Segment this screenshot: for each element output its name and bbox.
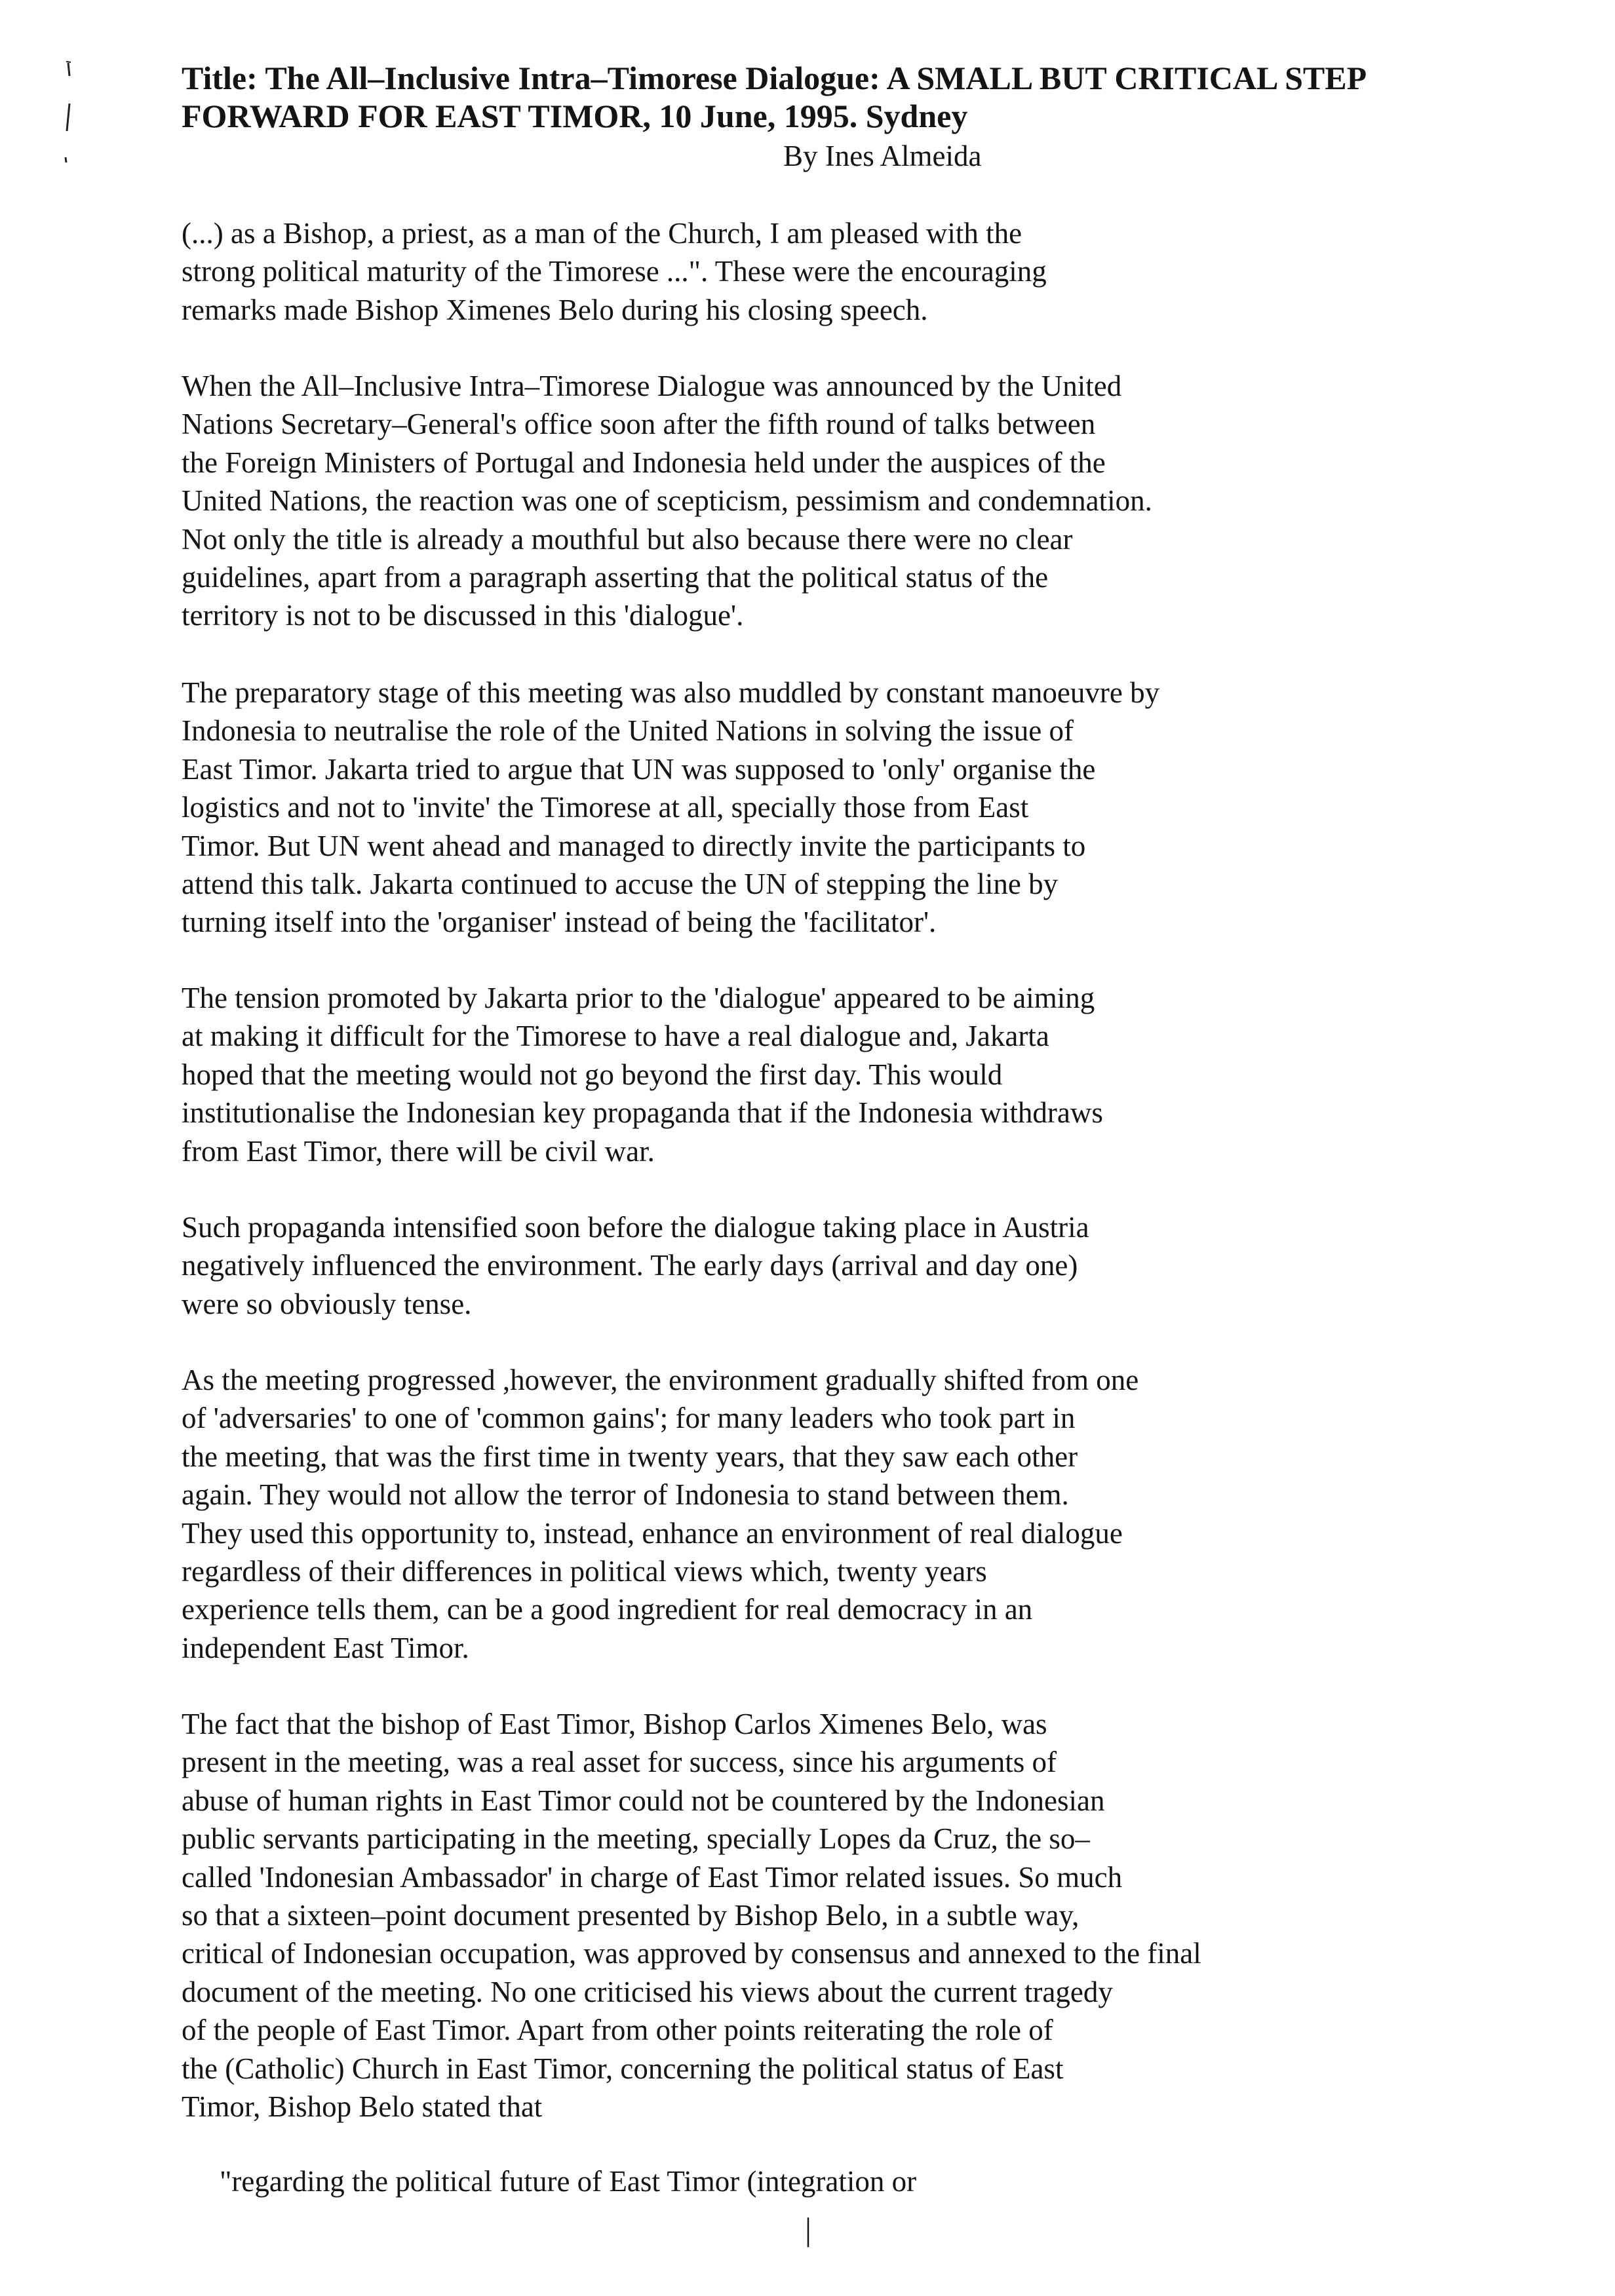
- paragraph-4: [182, 979, 1447, 1170]
- paragraph-3: [182, 674, 1447, 942]
- text-line: again. They would not allow the terror of Indonesia to stand between them.: [182, 1478, 1069, 1512]
- text-line: remarks made Bishop Ximenes Belo during his closing speech.: [182, 293, 928, 326]
- block-quote-start: [220, 2162, 1485, 2200]
- text-line: at making it difficult for the Timorese to have a real dialogue and, Jakarta: [182, 1020, 1049, 1053]
- margin-scribble-marks: [60, 58, 80, 176]
- text-line: strong political maturity of the Timorese ...". These were the encouraging: [182, 255, 1047, 288]
- text-line: independent East Timor.: [182, 1631, 469, 1664]
- text-line: The tension promoted by Jakarta prior to the 'dialogue' appeared to be aiming: [182, 982, 1095, 1014]
- text-line: They used this opportunity to, instead, enhance an environment of real dialogue: [182, 1516, 1123, 1550]
- document-title: [182, 59, 1492, 135]
- title-line-1: Title: The All–Inclusive Intra–Timorese Dialogue: A SMALL BUT CRITICAL STEP: [182, 60, 1367, 96]
- title-line-2: FORWARD FOR EAST TIMOR, 10 June, 1995. Sydney: [182, 98, 968, 134]
- text-line: experience tells them, can be a good ingredient for real democracy in an: [182, 1593, 1033, 1626]
- author-byline: By Ines Almeida: [783, 140, 982, 172]
- text-line: the meeting, that was the first time in twenty years, that they saw each other: [182, 1440, 1078, 1473]
- text-line: from East Timor, there will be civil war.: [182, 1134, 655, 1168]
- text-line: United Nations, the reaction was one of scepticism, pessimism and condemnation.: [182, 484, 1152, 518]
- text-line: Nations Secretary–General's office soon after the fifth round of talks between: [182, 408, 1096, 441]
- text-line: negatively influenced the environment. The early days (arrival and day one): [182, 1249, 1078, 1282]
- text-line: Indonesia to neutralise the role of the United Nations in solving the issue of: [182, 714, 1074, 748]
- paragraph-6: [182, 1361, 1447, 1667]
- text-line: territory is not to be discussed in this 'dialogue'.: [182, 599, 744, 632]
- text-line: attend this talk. Jakarta continued to accuse the UN of stepping the line by: [182, 868, 1059, 901]
- paragraph-5: [182, 1208, 1447, 1323]
- page-number: |: [805, 2211, 812, 2248]
- text-line: Such propaganda intensified soon before the dialogue taking place in Austria: [182, 1211, 1089, 1244]
- text-line: the (Catholic) Church in East Timor, concerning the political status of East: [182, 2052, 1064, 2085]
- text-line: document of the meeting. No one criticised his views about the current tragedy: [182, 1975, 1113, 2008]
- text-line: were so obviously tense.: [182, 1287, 472, 1320]
- text-line: The fact that the bishop of East Timor, Bishop Carlos Ximenes Belo, was: [182, 1708, 1047, 1740]
- text-line: The preparatory stage of this meeting was also muddled by constant manoeuvre by: [182, 676, 1160, 709]
- text-line: turning itself into the 'organiser' instead of being the 'facilitator'.: [182, 906, 937, 939]
- paragraph-2: [182, 367, 1447, 635]
- text-line: As the meeting progressed ,however, the environment gradually shifted from one: [182, 1364, 1139, 1396]
- text-line: institutionalise the Indonesian key propaganda that if the Indonesia withdraws: [182, 1096, 1103, 1130]
- text-line: called 'Indonesian Ambassador' in charge of East Timor related issues. So much: [182, 1860, 1123, 1894]
- text-line: hoped that the meeting would not go beyond the first day. This would: [182, 1058, 1003, 1091]
- text-line: logistics and not to 'invite' the Timorese at all, specially those from East: [182, 791, 1029, 824]
- text-line: Timor, Bishop Belo stated that: [182, 2090, 543, 2124]
- text-line: abuse of human rights in East Timor could not be countered by the Indonesian: [182, 1784, 1105, 1817]
- text-line: (...) as a Bishop, a priest, as a man of the Church, I am pleased with the: [182, 217, 1022, 250]
- text-line: of 'adversaries' to one of 'common gains'; for many leaders who took part in: [182, 1402, 1076, 1435]
- text-line: public servants participating in the meeting, specially Lopes da Cruz, the so–: [182, 1822, 1090, 1856]
- text-line: East Timor. Jakarta tried to argue that UN was supposed to 'only' organise the: [182, 752, 1096, 786]
- text-line: the Foreign Ministers of Portugal and Indonesia held under the auspices of the: [182, 446, 1106, 479]
- text-line: regardless of their differences in political views which, twenty years: [182, 1555, 987, 1588]
- paragraph-7: [182, 1705, 1447, 2126]
- text-line: present in the meeting, was a real asset for success, since his arguments of: [182, 1746, 1057, 1779]
- text-line: When the All–Inclusive Intra–Timorese Dialogue was announced by the United: [182, 370, 1122, 402]
- paragraph-1: [182, 214, 1447, 329]
- text-line: of the people of East Timor. Apart from other points reiterating the role of: [182, 2014, 1053, 2047]
- text-line: Timor. But UN went ahead and managed to directly invite the participants to: [182, 829, 1086, 862]
- text-line: so that a sixteen–point document presented by Bishop Belo, in a subtle way,: [182, 1899, 1080, 1932]
- text-line: guidelines, apart from a paragraph asserting that the political status of the: [182, 561, 1049, 594]
- text-line: critical of Indonesian occupation, was approved by consensus and annexed to the final: [182, 1937, 1201, 1970]
- text-line: Not only the title is already a mouthful but also because there were no clear: [182, 522, 1073, 556]
- text-line: "regarding the political future of East Timor (integration or: [220, 2165, 917, 2198]
